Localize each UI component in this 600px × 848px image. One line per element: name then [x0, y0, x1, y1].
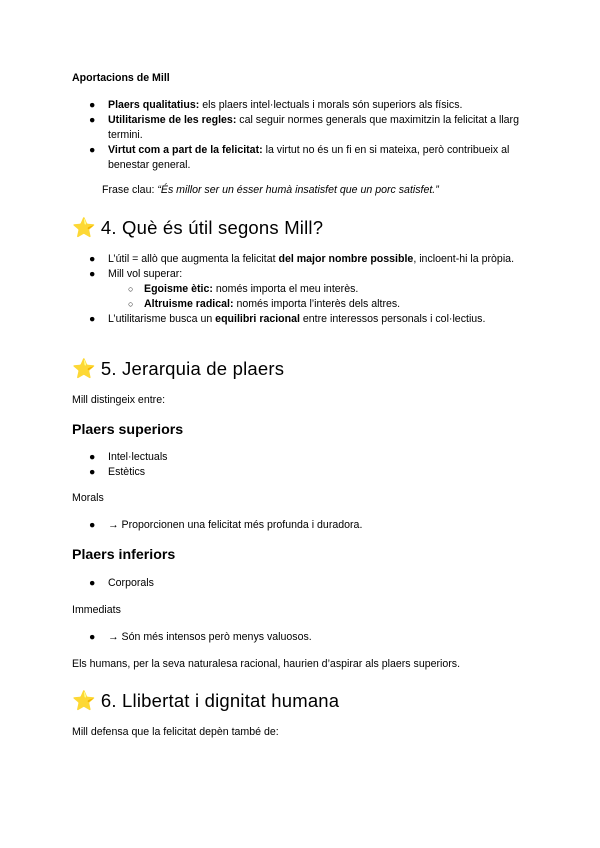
term: Virtut com a part de la felicitat:	[108, 144, 263, 156]
aportacions-list	[72, 98, 528, 173]
definition: la virtut no és un fi en si mateixa, però contribueix al benestar general.	[108, 144, 510, 171]
bullet-icon: ●	[89, 451, 96, 463]
bullet-icon: ●	[89, 268, 96, 280]
bullet-icon: ●	[89, 466, 96, 478]
frase-quote: “És millor ser un ésser humà insatisfet que un porc satisfet.”	[157, 184, 439, 196]
list-item	[72, 98, 528, 113]
sub-list-item	[72, 297, 528, 312]
bullet-icon: ●	[89, 99, 96, 111]
bullet-icon: ●	[89, 114, 96, 126]
list-item	[72, 267, 528, 282]
frase-clau	[72, 183, 528, 198]
list-item	[72, 518, 528, 533]
section-6-heading	[72, 689, 528, 714]
text: L’utilitarisme busca un	[108, 313, 216, 325]
text: Mill vol superar:	[108, 268, 183, 280]
definition: els plaers intel·lectuals i morals són superiors als físics.	[199, 99, 463, 111]
section-5-conclusion: Els humans, per la seva naturalesa racional, haurien d’aspirar als plaers superiors.	[72, 658, 461, 670]
term: Utilitarisme de les regles:	[108, 114, 237, 126]
frase-label: Frase clau:	[102, 184, 158, 196]
morals-label: Morals	[72, 492, 104, 504]
superiors-list	[72, 450, 528, 480]
star-icon: ⭐	[72, 359, 96, 380]
text: , incloent-hi la pròpia.	[413, 253, 515, 265]
plaers-superiors-title: Plaers superiors	[72, 422, 184, 438]
section-6-intro: Mill defensa que la felicitat depèn també de:	[72, 726, 279, 738]
list-item	[72, 252, 528, 267]
definition: cal seguir normes generals que maximitzin la felicitat a llarg termini.	[108, 114, 519, 141]
list-item	[72, 450, 528, 465]
bullet-icon: ●	[89, 519, 96, 531]
text: entre interessos personals i col·lectius.	[299, 313, 486, 325]
section-4-list	[72, 252, 528, 327]
definition: només importa el meu interès.	[212, 283, 359, 295]
section-5-intro: Mill distingeix entre:	[72, 394, 166, 406]
term: Altruisme radical:	[144, 298, 234, 310]
list-item	[72, 630, 528, 645]
section-5-title: 5. Jerarquia de plaers	[100, 358, 285, 379]
bullet-icon: ●	[89, 577, 96, 589]
list-item	[72, 143, 528, 173]
emphasis: del major nombre possible	[278, 253, 414, 265]
emphasis: equilibri racional	[215, 313, 300, 325]
term: Egoisme ètic:	[144, 283, 213, 295]
bullet-icon: ●	[89, 253, 96, 265]
list-item	[72, 113, 528, 143]
star-icon: ⭐	[72, 691, 96, 712]
section-5-heading	[72, 357, 528, 382]
definition: només importa l’interès dels altres.	[233, 298, 401, 310]
bullet-icon: ●	[89, 313, 96, 325]
list-item	[72, 312, 528, 327]
sub-bullet-icon: ○	[128, 299, 134, 309]
section-6-title: 6. Llibertat i dignitat humana	[100, 690, 340, 711]
text: L’útil = allò que augmenta la felicitat	[108, 253, 279, 265]
immediats-label: Immediats	[72, 604, 121, 616]
term: Plaers qualitatius:	[108, 99, 200, 111]
bullet-icon: ●	[89, 144, 96, 156]
sub-list-item	[72, 282, 528, 297]
sub-bullet-icon: ○	[128, 284, 134, 294]
immediats-list	[72, 630, 528, 645]
list-item	[72, 576, 528, 591]
aportacions-title: Aportacions de Mill	[72, 72, 170, 84]
plaers-inferiors-title: Plaers inferiors	[72, 547, 176, 563]
text: Estètics	[108, 466, 146, 478]
star-icon: ⭐	[72, 218, 96, 239]
list-item	[72, 465, 528, 480]
text: → Són més intensos però menys valuosos.	[108, 631, 312, 643]
section-4-heading	[72, 216, 528, 241]
bullet-icon: ●	[89, 631, 96, 643]
section-4-title: 4. Què és útil segons Mill?	[100, 217, 324, 238]
text: Corporals	[108, 577, 154, 589]
text: → Proporcionen una felicitat més profunda i duradora.	[108, 519, 363, 531]
inferiors-list	[72, 576, 528, 591]
text: Intel·lectuals	[108, 451, 168, 463]
morals-list	[72, 518, 528, 533]
